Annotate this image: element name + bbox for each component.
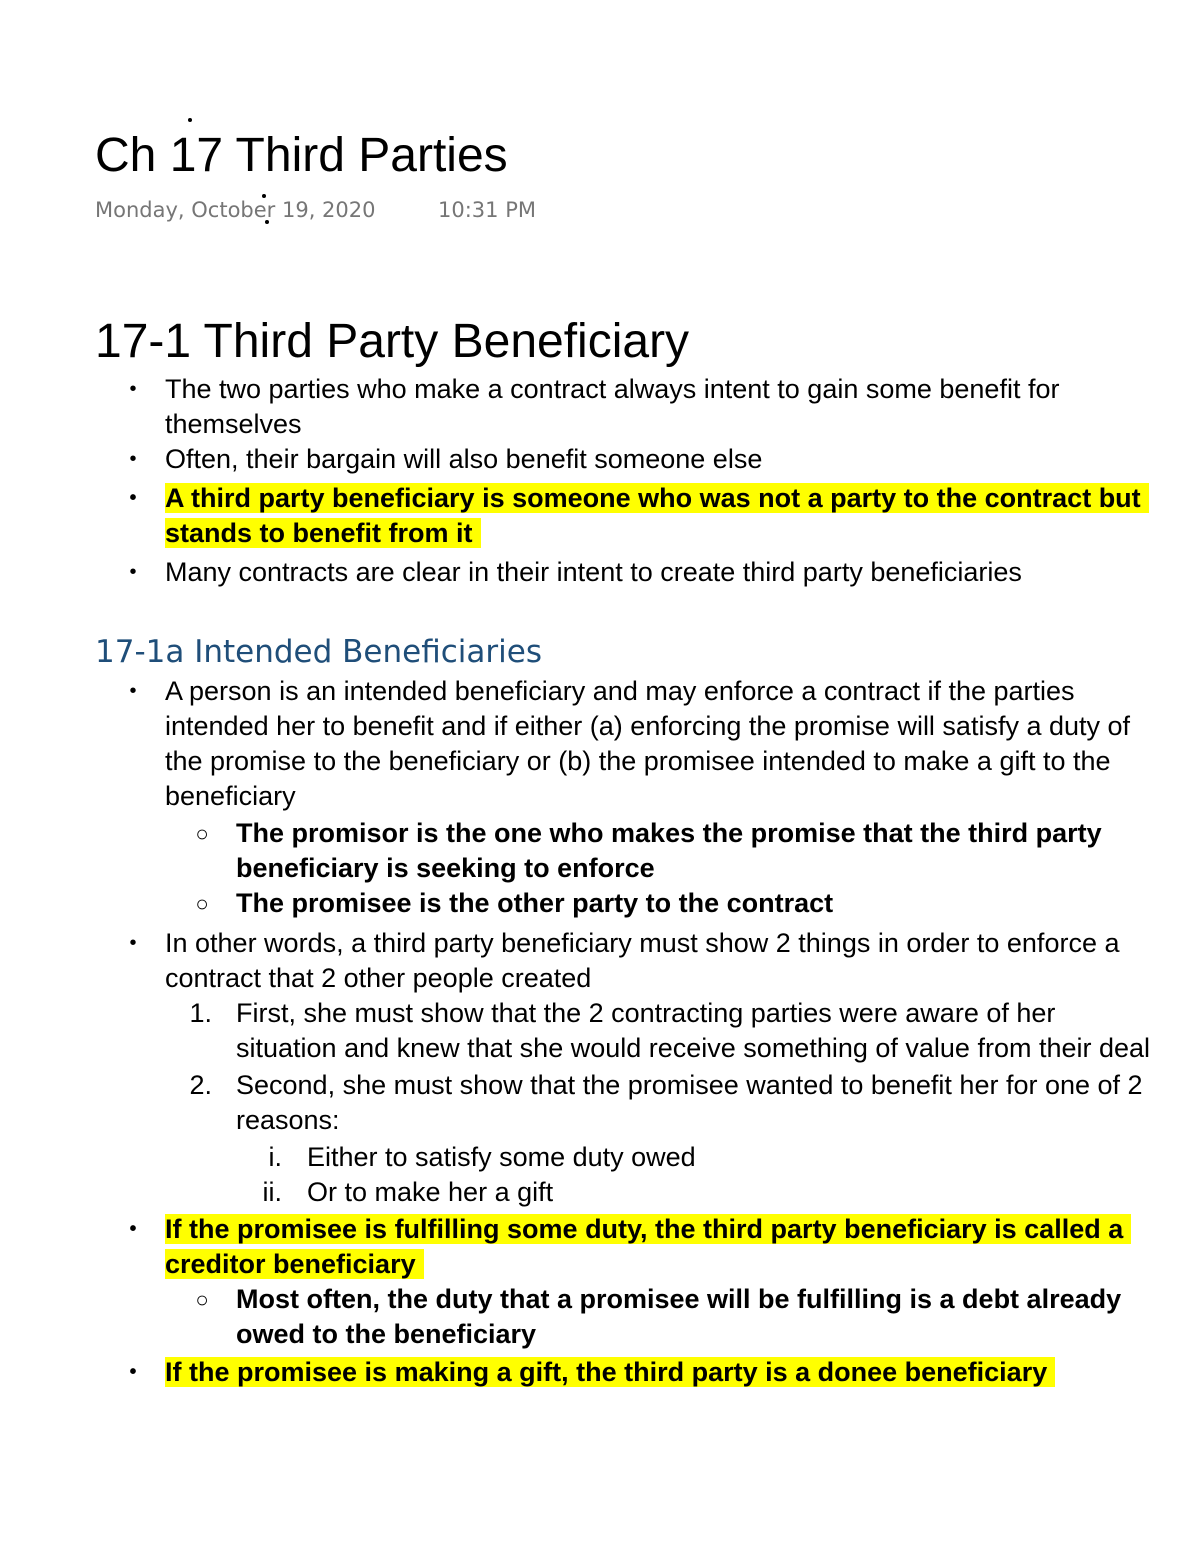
sub-bullet-marker: ○ bbox=[195, 891, 209, 916]
list-item-text: The two parties who make a contract always intent to gain some benefit for themselves bbox=[165, 374, 1060, 439]
sub-list-item bbox=[0, 816, 1200, 886]
list-item-highlighted bbox=[0, 1355, 1200, 1390]
bullet-marker: • bbox=[129, 561, 137, 583]
subsection-heading-intended-beneficiaries: 17-1a Intended Beneficiaries bbox=[95, 634, 542, 670]
list-item bbox=[0, 372, 1200, 442]
list-item-text: Many contracts are clear in their intent to create third party beneficiaries bbox=[165, 557, 1022, 587]
sub-list-item-text: The promisee is the other party to the contract bbox=[236, 888, 834, 918]
step-text: First, she must show that the 2 contracting parties were aware of her situation and knew that she would receive something of value from their deal bbox=[236, 998, 1151, 1063]
list-item bbox=[0, 442, 1200, 477]
reason-text: Either to satisfy some duty owed bbox=[307, 1142, 696, 1172]
highlighted-definition: A third party beneficiary is someone who was not a party to the contract but stands to benefit from it bbox=[165, 483, 1149, 548]
list-item-text: In other words, a third party beneficiary must show 2 things in order to enforce a contract that 2 other people created bbox=[165, 928, 1120, 993]
list-item bbox=[0, 674, 1200, 814]
roman-numeral: ii. bbox=[262, 1177, 282, 1207]
list-item-text: Often, their bargain will also benefit someone else bbox=[165, 444, 763, 474]
sub-bullet-marker: ○ bbox=[195, 1287, 209, 1312]
page-title: Ch 17 Third Parties bbox=[95, 129, 508, 182]
sub-list-item-text: The promisor is the one who makes the promise that the third party beneficiary is seeking to enforce bbox=[236, 818, 1102, 883]
roman-list-item bbox=[0, 1175, 1200, 1210]
list-item-highlighted bbox=[0, 1212, 1200, 1282]
bullet-marker: • bbox=[129, 680, 137, 702]
sub-list-item-text: Most often, the duty that a promisee will be fulfilling is a debt already owed to the beneficiary bbox=[236, 1284, 1122, 1349]
list-item-text: A person is an intended beneficiary and may enforce a contract if the parties intended her to benefit and if either (a) enforcing the promise will satisfy a duty of the promise to the beneficiary or (b) the promisee intended to make a gift to the beneficiary bbox=[165, 676, 1131, 811]
reason-text: Or to make her a gift bbox=[307, 1177, 554, 1207]
highlighted-definition: If the promisee is fulfilling some duty, the third party beneficiary is called a creditor beneficiary bbox=[165, 1214, 1131, 1279]
bullet-marker: • bbox=[129, 1361, 137, 1383]
section-heading-third-party-beneficiary: 17-1 Third Party Beneficiary bbox=[95, 315, 690, 368]
list-item bbox=[0, 555, 1200, 590]
roman-numeral: i. bbox=[268, 1142, 282, 1172]
bullet-marker: • bbox=[129, 932, 137, 954]
bullet-marker: • bbox=[129, 378, 137, 400]
section1-bullet-list bbox=[0, 372, 1200, 590]
numbered-list-item bbox=[0, 1068, 1200, 1138]
bullet-marker: • bbox=[129, 448, 137, 470]
note-time: 10:31 PM bbox=[438, 198, 536, 222]
note-date: Monday, October 19, 2020 bbox=[95, 198, 376, 222]
sub-bullet-marker: ○ bbox=[195, 821, 209, 846]
step-number: 1. bbox=[189, 998, 212, 1028]
sub-list-item bbox=[0, 886, 1200, 921]
section2-bullet-list bbox=[0, 674, 1200, 1390]
bullet-marker: • bbox=[129, 487, 137, 509]
roman-list-item bbox=[0, 1140, 1200, 1175]
caret-dot-top bbox=[188, 118, 192, 122]
bullet-marker: • bbox=[129, 1218, 137, 1240]
step-text: Second, she must show that the promisee wanted to benefit her for one of 2 reasons: bbox=[236, 1070, 1143, 1135]
highlighted-definition: If the promisee is making a gift, the third party is a donee beneficiary bbox=[165, 1357, 1055, 1387]
list-item bbox=[0, 926, 1200, 996]
numbered-list-item bbox=[0, 996, 1200, 1066]
list-item-highlighted bbox=[0, 481, 1200, 551]
step-number: 2. bbox=[189, 1070, 212, 1100]
sub-list-item bbox=[0, 1282, 1200, 1352]
